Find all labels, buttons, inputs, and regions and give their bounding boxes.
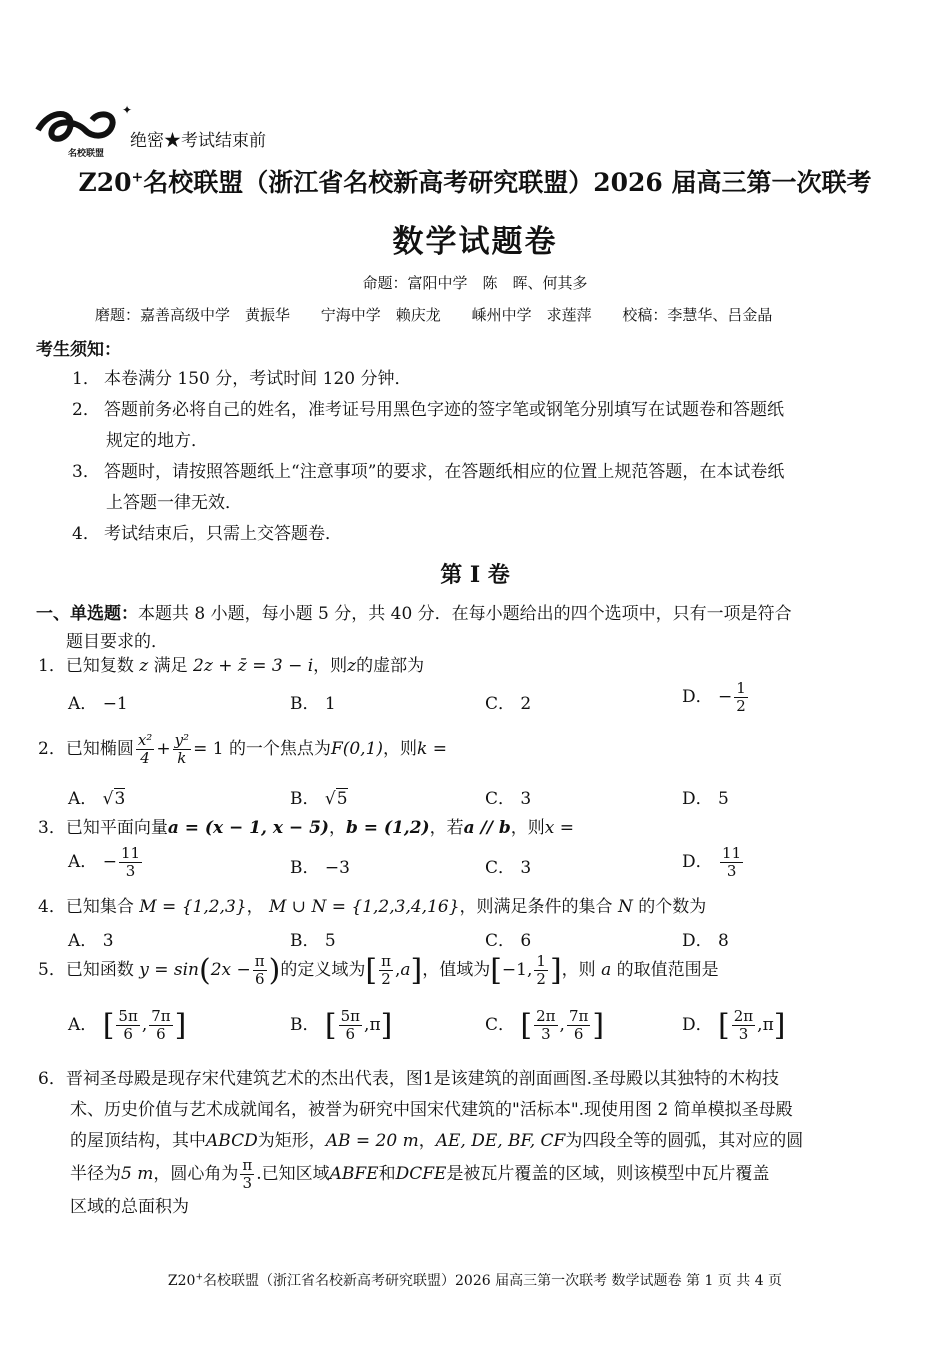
svg-text:✦: ✦ bbox=[122, 103, 133, 117]
reviewer-4: 校稿：李慧华、吕金晶 bbox=[622, 306, 773, 324]
q5-option-b[interactable]: B． [ $\frac{5\pi}{6}$ ,π] bbox=[290, 1007, 393, 1043]
q1-option-d[interactable]: D． − $\frac{1}{2}$ bbox=[682, 679, 746, 715]
q5-option-c[interactable]: C． [ $\frac{2\pi}{3}$ , $\frac{7\pi}{6}$ ] bbox=[485, 1007, 605, 1043]
reviewer-2: 宁海中学 赖庆龙 bbox=[320, 306, 441, 324]
credits-line: 命题：富阳中学 陈 晖、何其多 bbox=[362, 274, 588, 292]
reviewer-1: 磨题：嘉善高级中学 黄振华 bbox=[95, 306, 291, 324]
notice-item: 3． 答题时，请按照答题纸上“注意事项”的要求，在答题纸相应的位置上规范答题，在本试卷纸 上答题一律无效． bbox=[72, 462, 785, 513]
q2-option-b[interactable]: B． √5 bbox=[290, 789, 348, 809]
q4-option-a[interactable]: A． 3 bbox=[68, 931, 114, 951]
q3-option-c[interactable]: C． 3 bbox=[485, 858, 532, 878]
secret-label: 绝密★考试结束前 bbox=[130, 131, 266, 151]
reviewer-3: 嵊州中学 求莲萍 bbox=[471, 306, 592, 324]
q4-option-b[interactable]: B． 5 bbox=[290, 931, 336, 951]
q5-option-d[interactable]: D． [ $\frac{2\pi}{3}$ ,π] bbox=[682, 1007, 786, 1043]
q2-option-a[interactable]: A． √3 bbox=[68, 789, 126, 809]
question-3: 3．已知平面向量a = (x − 1, x − 5)，b = (1,2)，若a // b，则x = bbox=[38, 818, 575, 838]
svg-text:名校联盟: 名校联盟 bbox=[68, 149, 105, 159]
notice-title: 考生须知： bbox=[36, 340, 121, 360]
question-2: 2．已知椭圆 $\frac{\text{x²}}{4}$ + $\frac{\text{y²}}{k}$ = 1 的一个焦点为F(0,1)，则k = bbox=[38, 731, 447, 767]
q1-option-a[interactable]: A． −1 bbox=[68, 694, 128, 714]
part-heading: 一、单选题：本题共 8 小题，每小题 5 分，共 40 分．在每小题给出的四个选项中，只有一项是符合 题目要求的． bbox=[36, 604, 792, 652]
q3-option-a[interactable]: A． − $\frac{11}{3}$ bbox=[68, 844, 141, 880]
section-title: 第 I 卷 bbox=[440, 562, 510, 588]
notice-item: 4． 考试结束后，只需上交答题卷． bbox=[72, 524, 342, 544]
question-4: 4．已知集合 M = {1,2,3}， M ∪ N = {1,2,3,4,16}，则满足条件的集合 N 的个数为 bbox=[38, 897, 707, 917]
logo-graphic bbox=[30, 100, 133, 160]
q5-option-a[interactable]: A． [ $\frac{5\pi}{6}$ , $\frac{7\pi}{6}$ ] bbox=[68, 1007, 187, 1043]
exam-title: Z20+名校联盟（浙江省名校新高考研究联盟）2026 届高三第一次联考 bbox=[78, 168, 872, 197]
question-5: 5．已知函数 y = sin(2x − $\frac{\pi}{6}$ )的定义域为[ $\frac{\pi}{2}$ ,a]，值域为[−1, $\frac{1}{2}$ ]，则 a 的取值范围是 bbox=[38, 952, 719, 988]
q4-option-d[interactable]: D． 8 bbox=[682, 931, 729, 951]
notice-item: 1． 本卷满分 150 分，考试时间 120 分钟． bbox=[72, 369, 412, 389]
question-6: 6．晋祠圣母殿是现存宋代建筑艺术的杰出代表，图1是该建筑的剖面画图.圣母殿以其独特的木构技 术、历史价值与艺术成就闻名，被誉为研究中国宋代建筑的"活标本".现使用图 2 简单模拟圣母殿 的屋顶结构，其中ABCD为矩形，AB = 20 m，AE, DE, BF, CF为四段全等的圆弧，其对应的圆 半径为5 m，圆心角为 $\frac{\pi}{3}$ .已知区域ABFE和DCFE是被瓦片覆盖的区域，则该模型中瓦片覆盖 区域的总面积为 bbox=[38, 1069, 804, 1217]
question-1: 1．已知复数 z 满足 2z + z̄ = 3 − i，则z的虚部为 bbox=[38, 656, 425, 676]
q3-option-b[interactable]: B． −3 bbox=[290, 858, 350, 878]
exam-subtitle: 数学试题卷 bbox=[392, 224, 558, 260]
reviewers-line bbox=[95, 304, 798, 325]
q4-option-c[interactable]: C． 6 bbox=[485, 931, 532, 951]
q1-option-b[interactable]: B． 1 bbox=[290, 694, 336, 714]
logo bbox=[30, 100, 133, 160]
q1-option-c[interactable]: C． 2 bbox=[485, 694, 532, 714]
q2-option-c[interactable]: C． 3 bbox=[485, 789, 532, 809]
page-footer: Z20+名校联盟（浙江省名校新高考研究联盟）2026 届高三第一次联考 数学试题卷 第 1 页 共 4 页 bbox=[167, 1272, 783, 1289]
q3-option-d[interactable]: D． $\frac{11}{3}$ bbox=[682, 844, 742, 880]
notice-item: 2． 答题前务必将自己的姓名，准考证号用黑色字迹的签字笔或钢笔分别填写在试题卷和答题纸 规定的地方． bbox=[72, 400, 784, 451]
q2-option-d[interactable]: D． 5 bbox=[682, 789, 729, 809]
